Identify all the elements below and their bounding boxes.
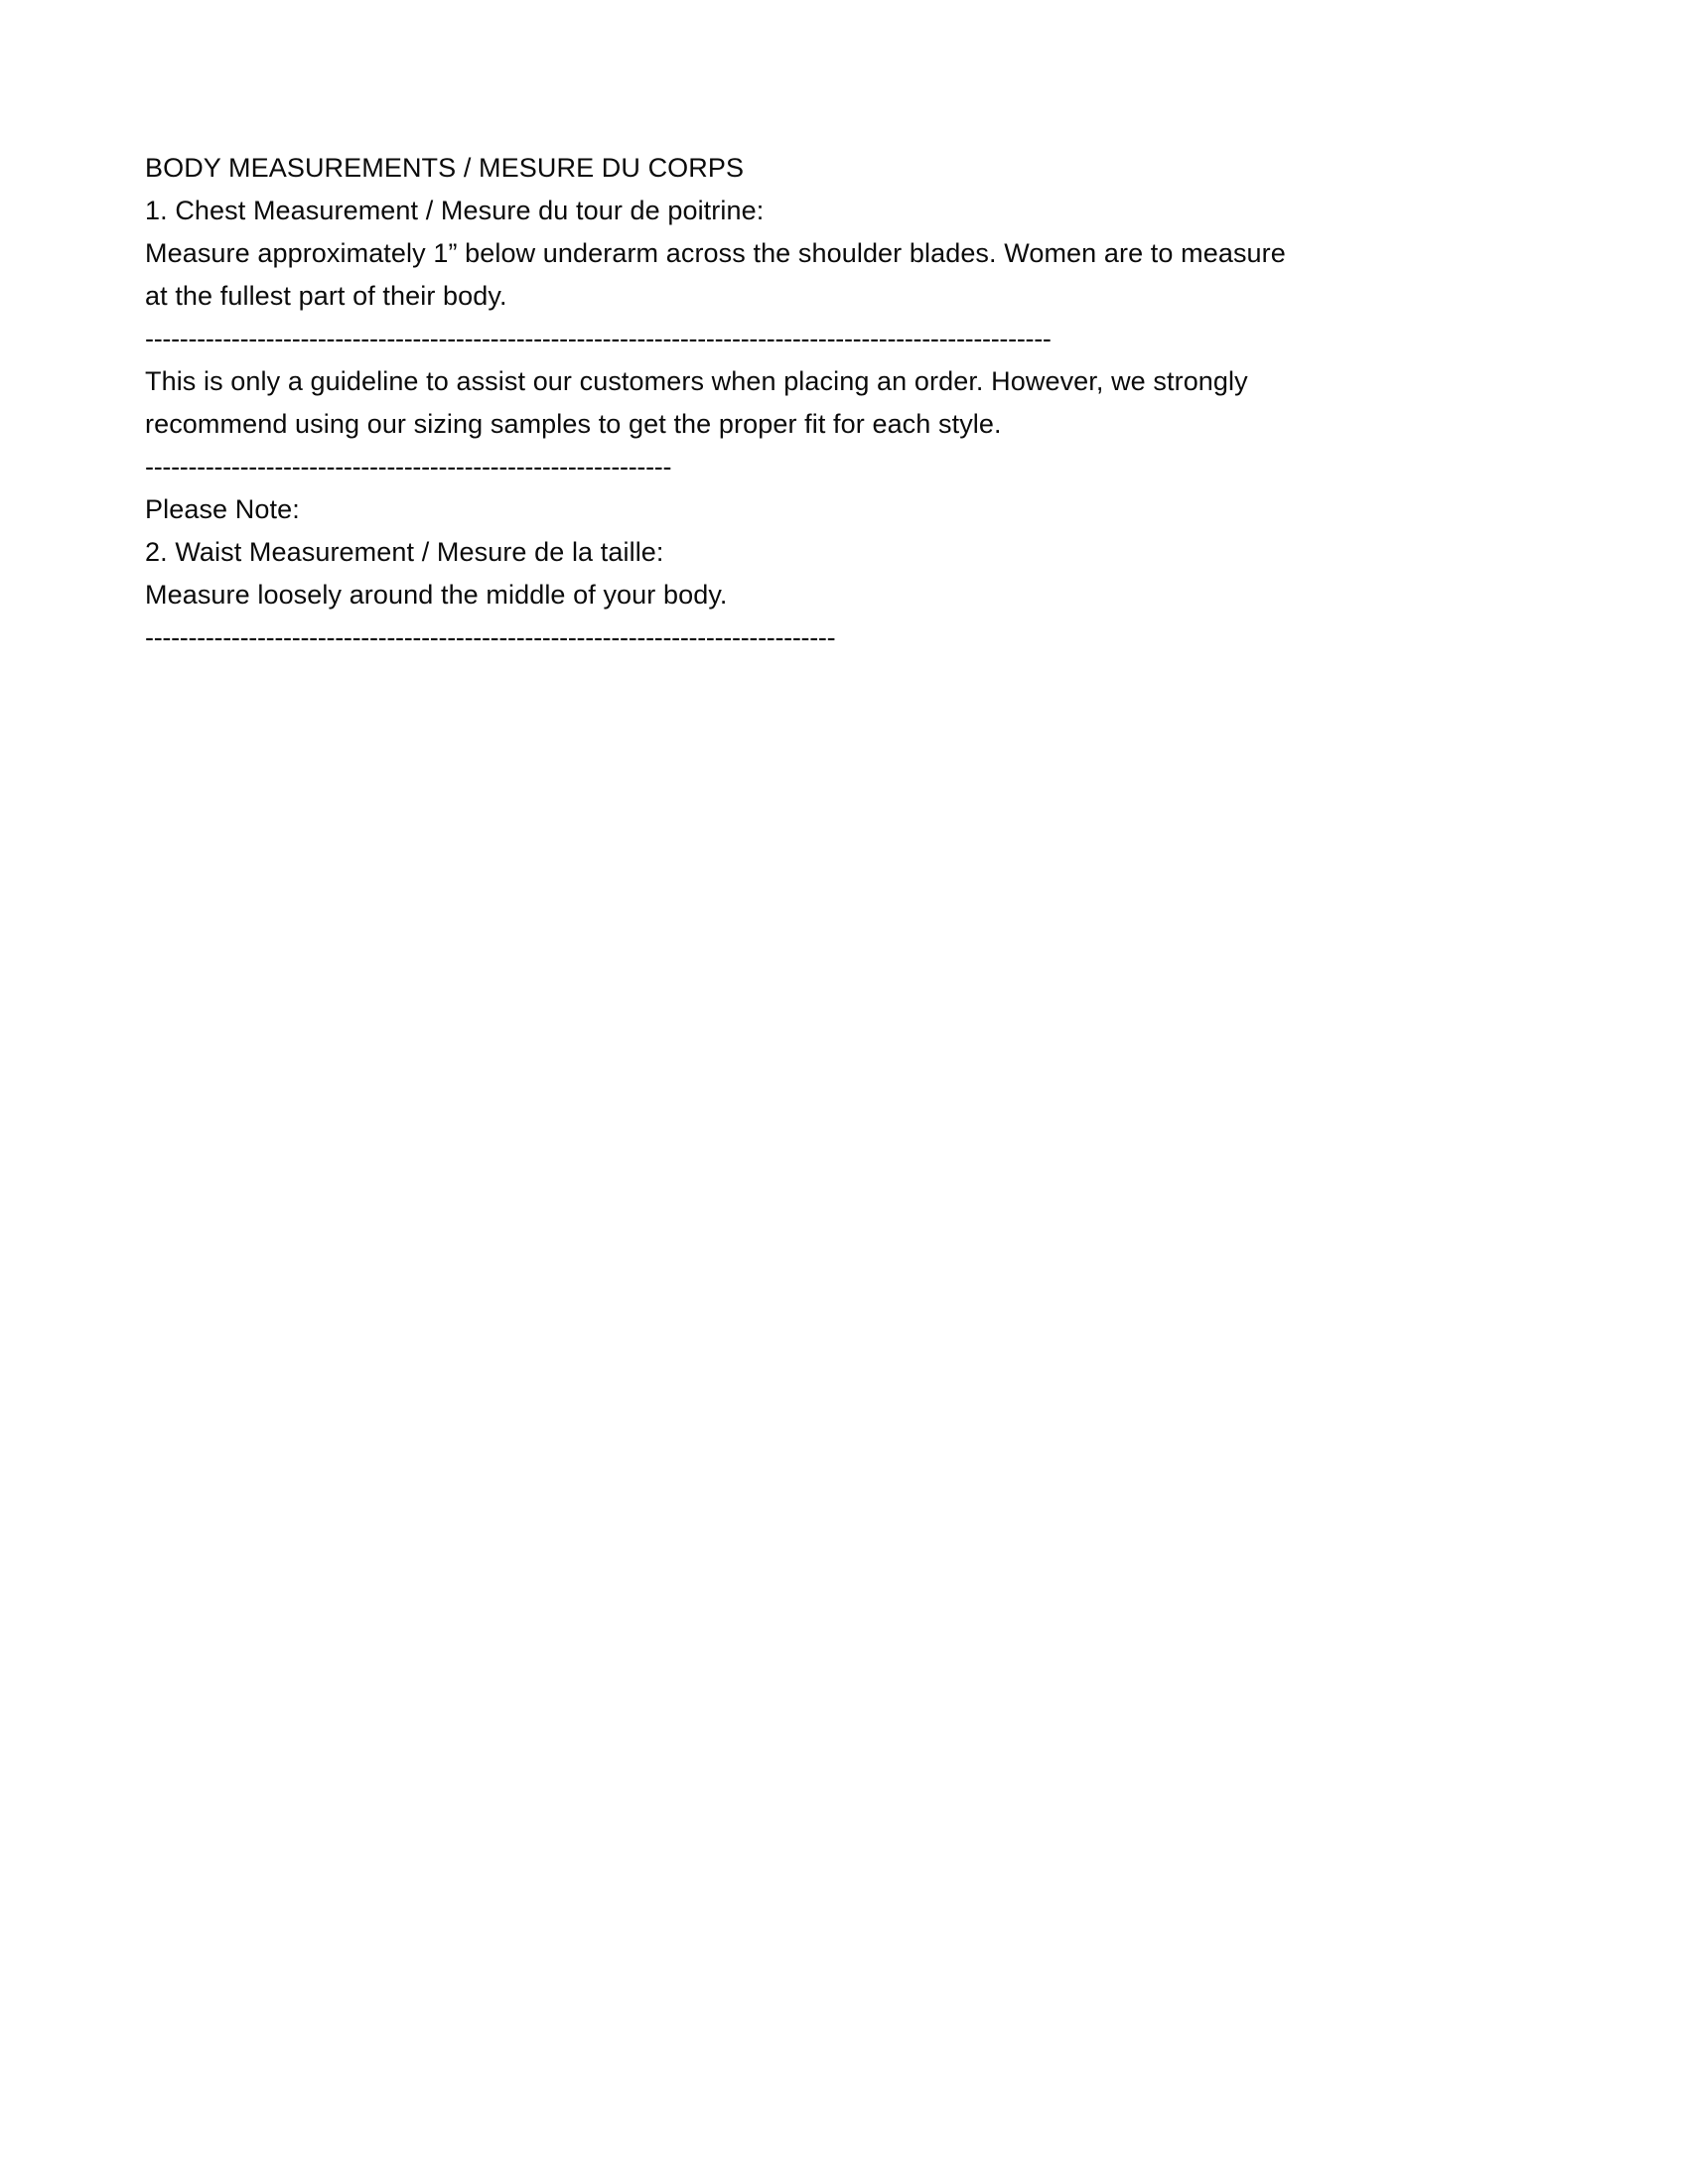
guideline-disclaimer: This is only a guideline to assist our customers when placing an order. However, we strongly recommend using our sizing samples to get the proper fit for each style. [145, 366, 1248, 439]
please-note-label: Please Note: [145, 494, 300, 524]
page-title: BODY MEASUREMENTS / MESURE DU CORPS [145, 153, 745, 183]
chest-measurement-instructions: Measure approximately 1” below underarm across the shoulder blades. Women are to measure at the fullest part of their body. [145, 238, 1286, 311]
chest-measurement-label: 1. Chest Measurement / Mesure du tour de poitrine: [145, 196, 765, 225]
divider-two: ------------------------------------------------------------- [145, 452, 672, 481]
divider-three: -------------------------------------------------------------------------------- [145, 622, 836, 652]
waist-measurement-instructions: Measure loosely around the middle of your body. [145, 580, 728, 610]
document-text-body [145, 147, 1456, 659]
waist-measurement-label: 2. Waist Measurement / Mesure de la taille: [145, 537, 664, 567]
divider-one: --------------------------------------------------------------------------------------------------------- [145, 324, 1052, 353]
